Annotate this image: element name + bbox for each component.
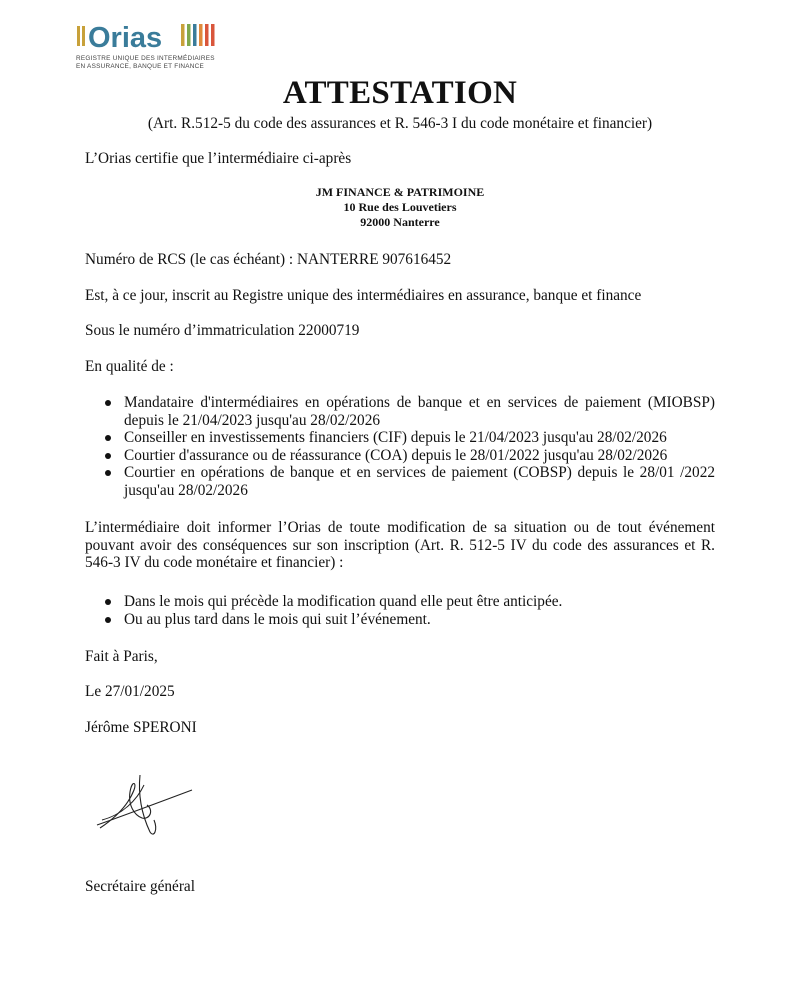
bullet-icon [105, 435, 111, 441]
list-item [103, 611, 715, 629]
list-item [103, 394, 715, 429]
bullet-icon [105, 453, 111, 459]
intermediary-street: 10 Rue des Louvetiers [343, 200, 457, 214]
bullet-icon [105, 470, 111, 476]
quality-text: Courtier d'assurance ou de réassurance (COA) depuis le 28/01/2022 jusqu'au 28/02/2026 [124, 446, 668, 464]
logo-caption-line1: REGISTRE UNIQUE DES INTERMÉDIAIRES [76, 55, 215, 62]
intro-text: L’Orias certifie que l’intermédiaire ci-après [85, 150, 352, 167]
logo-caption [76, 55, 246, 70]
logo-caption-line2: EN ASSURANCE, BANQUE ET FINANCE [76, 62, 205, 70]
list-item [103, 429, 715, 447]
signatory-name: Jérôme SPERONI [85, 719, 197, 736]
list-item [103, 447, 715, 465]
document-subtitle: (Art. R.512-5 du code des assurances et R. 546-3 I du code monétaire et financier) [147, 115, 653, 132]
deadline-text: Ou au plus tard dans le mois qui suit l’événement. [124, 610, 431, 628]
registration-statement: Est, à ce jour, inscrit au Registre unique des intermédiaires en assurance, banque et finance [85, 287, 642, 304]
date-text: Le 27/01/2025 [85, 683, 175, 700]
qualities-list [103, 394, 715, 499]
list-item [103, 593, 715, 611]
rcs-number: Numéro de RCS (le cas échéant) : NANTERRE 907616452 [85, 251, 452, 268]
quality-text: Conseiller en investissements financiers (CIF) depuis le 21/04/2023 jusqu'au 28/02/2026 [124, 429, 667, 446]
bullet-icon [105, 400, 111, 406]
signatory-title: Secrétaire général [85, 878, 195, 895]
deadline-text: Dans le mois qui précède la modification quand elle peut être anticipée. [124, 593, 563, 610]
quality-text: Courtier en opérations de banque et en services de paiement (COBSP) depuis le 28/01 /2022 jusqu'au 28/02/2026 [124, 464, 715, 499]
logo-wordmark: Orias [88, 22, 163, 54]
intermediary-address [0, 185, 800, 230]
bullet-icon [105, 617, 111, 623]
immatriculation-number: Sous le numéro d’immatriculation 22000719 [85, 322, 360, 339]
orias-logo-mark [76, 20, 246, 54]
bullet-icon [105, 599, 111, 605]
document-title: ATTESTATION [282, 75, 518, 111]
quality-text: Mandataire d'intermédiaires en opérations de banque et en services de paiement (MIOBSP) depuis le 21/04/2023 jusqu'au 28/02/2026 [124, 394, 715, 429]
quality-heading: En qualité de : [85, 358, 174, 375]
place-text: Fait à Paris, [85, 648, 158, 665]
intermediary-city: 92000 Nanterre [360, 215, 440, 229]
list-item [103, 464, 715, 499]
handwritten-signature [92, 770, 212, 840]
orias-logo [76, 20, 246, 76]
intermediary-name: JM FINANCE & PATRIMOINE [315, 185, 485, 199]
deadlines-list [103, 593, 715, 628]
obligation-paragraph: L’intermédiaire doit informer l’Orias de toute modification de sa situation ou de tout événement pouvant avoir des conséquences sur son inscription (Art. R. 512-5 IV du code des assurances et R. 546-3 IV du code monétaire et financier) : [85, 519, 715, 571]
